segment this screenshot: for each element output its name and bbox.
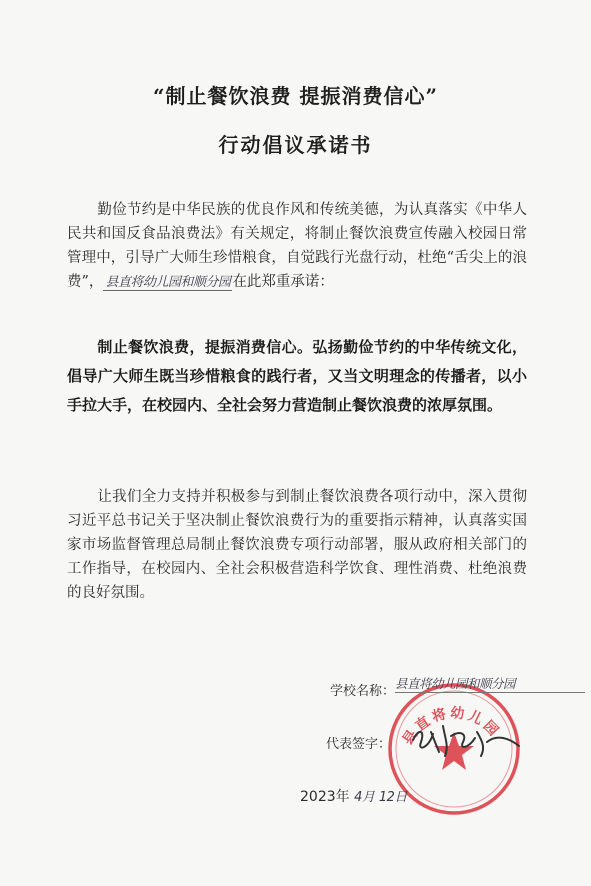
document-title: “制止餐饮浪费 提振消费信心”: [153, 84, 438, 108]
date-month: 4月: [354, 790, 375, 805]
handwritten-signature: [405, 712, 525, 762]
intro-paragraph: [67, 198, 527, 295]
intro-text-end: 在此郑重承诺：: [232, 274, 334, 290]
document-subtitle: 行动倡议承诺书: [218, 133, 373, 157]
pledge-text: 制止餐饮浪费，提振消费信心。弘扬勤俭节约的中华传统文化，倡导广大师生既当珍惜粮食的践行者，又当文明理念的传播者，以小手拉大手，在校园内、全社会努力营造制止餐饮浪费的浓厚氛围。: [67, 338, 527, 414]
school-name-label: 学校名称：: [330, 684, 396, 699]
date-year: 2023年: [300, 789, 350, 805]
svg-text:县直将幼儿园: 县直将幼儿园: [399, 705, 504, 748]
handwritten-school-name-field: 县直将幼儿园和顺分园: [395, 674, 585, 693]
closing-paragraph: [67, 485, 527, 605]
pledge-paragraph: [67, 333, 527, 420]
date-line: [300, 786, 407, 806]
closing-text: 让我们全力支持并积极参与到制止餐饮浪费各项行动中，深入贯彻习近平总书记关于坚决制止餐饮浪费行为的重要指示精神，认真落实国家市场监督管理总局制止餐饮浪费专项行动部署，服从政府相关部门的工作指导，在校园内、全社会积极营造科学饮食、理性消费、杜绝浪费的良好氛围。: [67, 489, 527, 601]
date-day: 12日: [378, 790, 407, 805]
handwritten-school-name: 县直将幼儿园和顺分园: [105, 275, 231, 290]
intro-text: 勤俭节约是中华民族的优良作风和传统美德，为认真落实《中华人民共和国反食品浪费法》有关规定，将制止餐饮浪费宣传融入校园日常管理中，引导广大师生珍惜粮食，自觉践行光盘行动，杜绝“舌尖上的浪费”，: [67, 202, 527, 290]
representative-signature-label: 代表签字：: [326, 737, 392, 752]
